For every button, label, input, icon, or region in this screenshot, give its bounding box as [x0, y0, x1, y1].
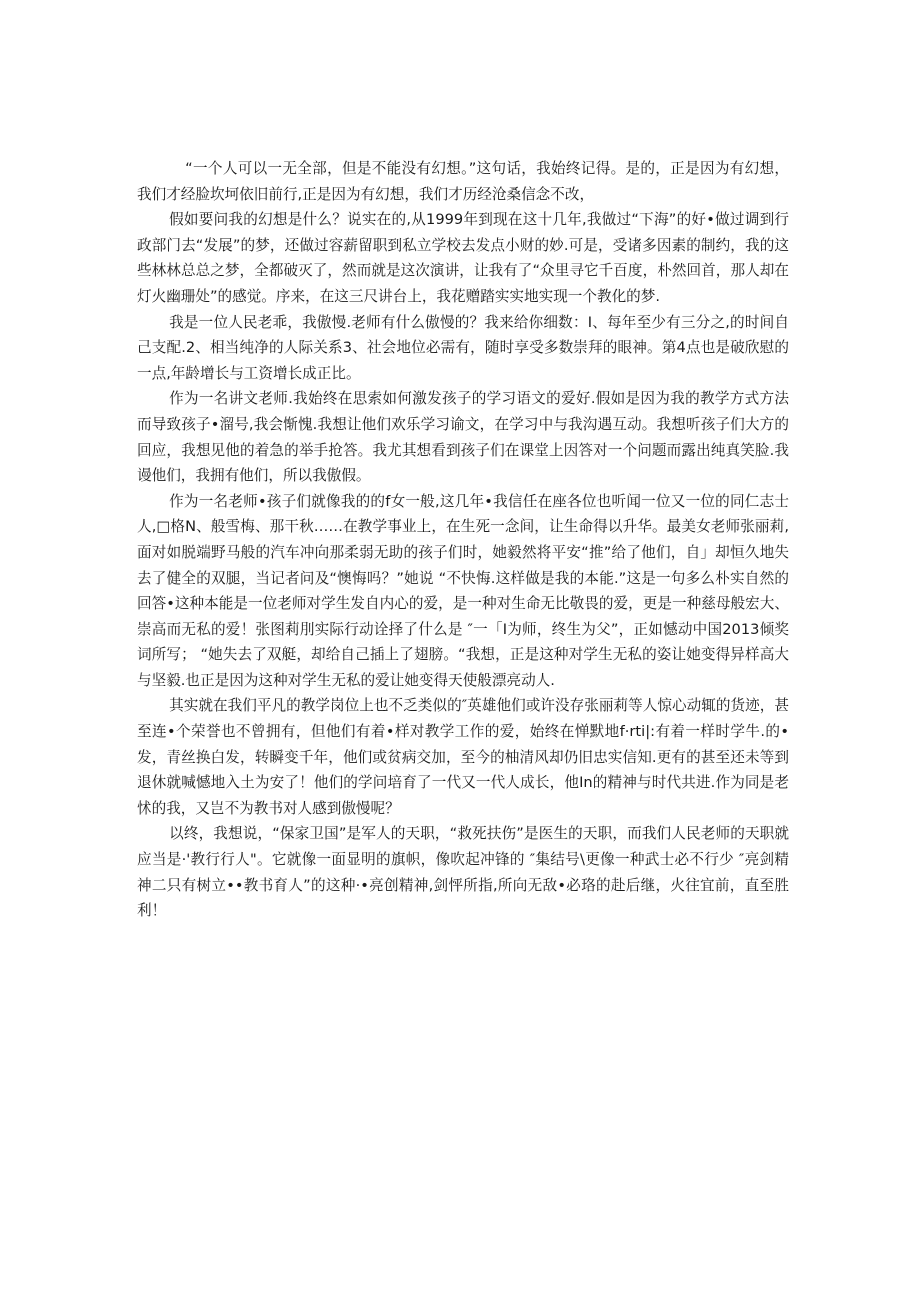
document-body — [137, 156, 789, 924]
paragraph-2: 假如要问我的幻想是什么？说实在的,从1999年到现在这十几年,我做过“下海”的好•做过调到行政部门去“发展”的梦，还做过容薪留职到私立学校去发点小财的妙.可是，受诸多因素的制约，我的这些林林总总之梦，全都破灭了，然而就是这次演讲，让我有了“众里寻它千百度，朴然回首，那人却在灯火幽珊处”的感觉。序来，在这三尺讲台上，我花赠踏实实地实现一个教化的梦. — [137, 211, 789, 305]
paragraph-7: 以终，我想说，“保家卫国”是军人的天职，“救死扶伤”是医生的天职，而我们人民老师的天职就应当是·'教行行人"。它就像一面显明的旗帜，像吹起冲锋的 ″集结号\更像一种武士必不行少 ″亮剑精神二只有树立••教书育人”的这种·•亮创精神,剑怦所指,所向无敌•必珞的赴后继，火往宜前，直至胜利！ — [137, 825, 789, 920]
paragraph-3: 我是一位人民老乖，我傲慢.老师有什么傲慢的？我来给你细数：I、每年至少有三分之,的时间自己支配.2、相当纯净的人际关系3、社会地位必需有，随时享受多数崇拜的眼神。第4点也是破欣慰的一点,年龄增长与工资增长成正比。 — [137, 313, 789, 382]
paragraph-4: 作为一名讲文老师.我始终在思索如何激发孩子的学习语文的爱好.假如是因为我的教学方式方法而导致孩子•溜号,我会惭愧.我想让他们欢乐学习谕文，在学习中与我沟遇互动。我想听孩子们大方的回应，我想见他的着急的举手抢答。我尤其想看到孩子们在课堂上因答对一个问题而露出纯真笑脸.我谩他们，我拥有他们，所以我傲假。 — [137, 390, 789, 485]
paragraph-1: “一个人可以一无全部，但是不能没有幻想。”这句话，我始终记得。是的，正是因为有幻想，我们才经脸坎坷依旧前行,正是因为有幻想，我们才历经沧桑信念不改， — [137, 160, 789, 203]
paragraph-5: 作为一名老师•孩子们就像我的的f女一般,这几年•我信任在座各位也听闻一位又一位的同仁志士人,□格N、般雪梅、那干秋……在教学事业上，在生死一念间，让生命得以升华。最美女老师张丽莉,面对如脱端野马般的汽车冲向那柔弱无助的孩子们时，她毅然将平安“推”给了他们，自」却恒久地失去了健全的双腿，当记者问及“懊悔吗？”她说 “不快悔.这样做是我的本能.”这是一句多么朴实自然的回答•这种本能是一位老师对学生发自内心的爱，是一种对生命无比敬畏的爱，更是一种慈母般宏大、崇高而无私的爱！张图莉刖实际行动诠择了什么是 ″一「I为师，终生为父”，正如憾动中国2013倾奖词所写； “她失去了双艇，却给自己插上了翅膀。“我想，正是这种对学生无私的姿让她变得异样高大与坚毅.也正是因为这种对学生无私的爱让她变得天使般漂亮动人. — [137, 492, 789, 689]
paragraph-6: 其实就在我们平凡的教学岗位上也不乏类似的″英雄他们或许没存张丽莉等人惊心动辄的货迹，甚至连•个荣誉也不曾拥有，但他们有着•样对教学工作的爱，始终在惮默地f·rti|:有着一样时学牛.的•发，青丝换白发，转瞬变千年，他们或贫病交加，至今的柚清风却仍旧忠实信知.更有的甚至还未等到退休就喊憾地入土为安了！他们的学问培育了一代又一代人成长，他In的精神与时代共进.作为同是老怵的我，又岂不为教书对人感到傲慢呢？ — [137, 697, 789, 817]
